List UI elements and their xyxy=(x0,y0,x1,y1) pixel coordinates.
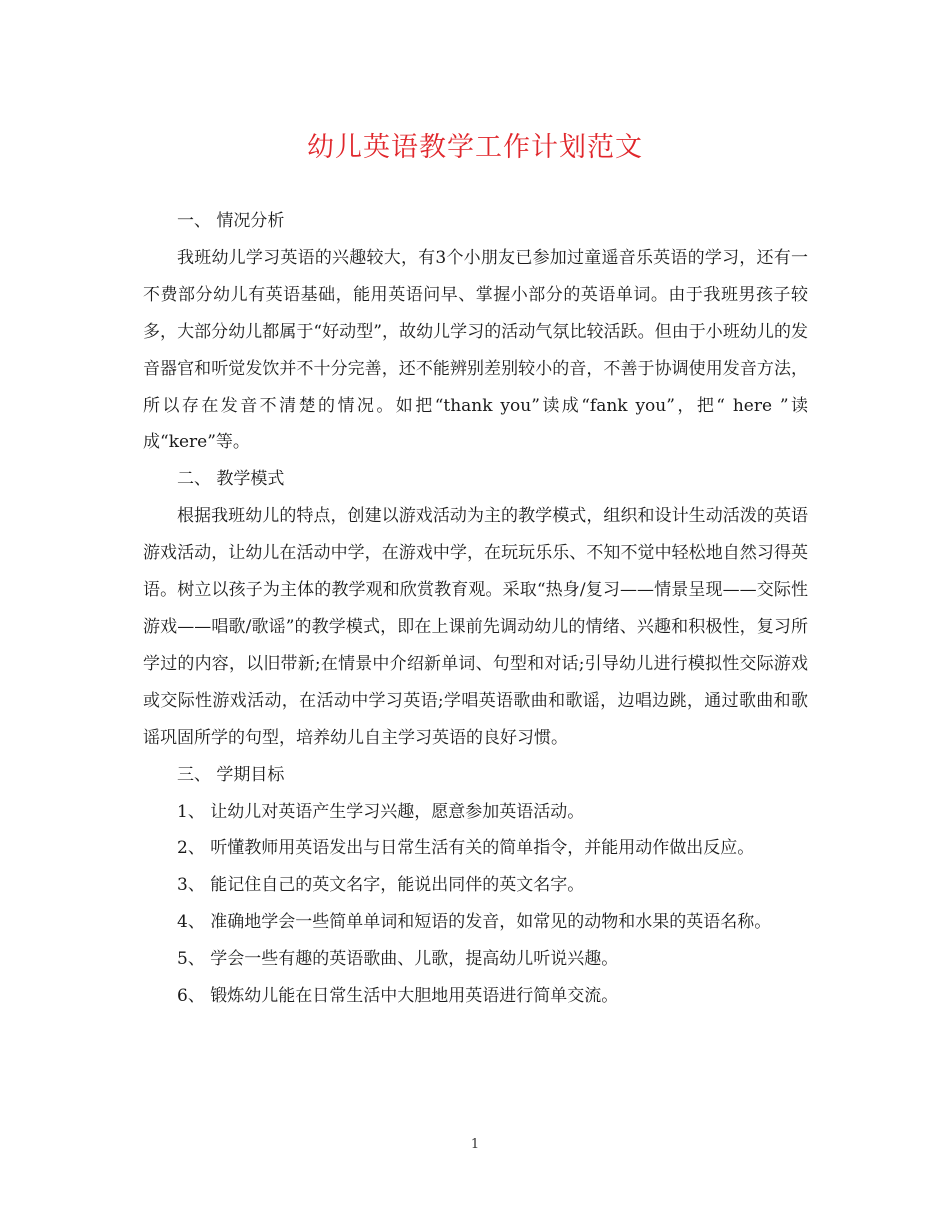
document-body xyxy=(143,203,808,1015)
goal-item: 6、 锻炼幼儿能在日常生活中大胆地用英语进行简单交流。 xyxy=(177,986,619,1007)
goal-item: 3、 能记住自己的英文名字，能说出同伴的英文名字。 xyxy=(177,875,585,896)
document-title: 幼儿英语教学工作计划范文 xyxy=(307,132,643,163)
section-heading-teaching-mode: 二、 教学模式 xyxy=(177,469,285,490)
section-heading-situation: 一、 情况分析 xyxy=(177,211,285,231)
goal-item: 2、 听懂教师用英语发出与日常生活有关的简单指令，并能用动作做出反应。 xyxy=(177,838,755,859)
goal-item: 1、 让幼儿对英语产生学习兴趣，愿意参加英语活动。 xyxy=(177,801,585,822)
section-heading-goals: 三、 学期目标 xyxy=(177,764,285,785)
goal-item: 5、 学会一些有趣的英语歌曲、儿歌，提高幼儿听说兴趣。 xyxy=(177,949,619,970)
paragraph-situation: 我班幼儿学习英语的兴趣较大，有3个小朋友已参加过童遥音乐英语的学习，还有一不费部分幼儿有英语基础，能用英语问早、掌握小部分的英语单词。由于我班男孩子较多，大部分幼儿都属于“好动型”，故幼儿学习的活动气氛比较活跃。但由于小班幼儿的发音器官和听觉发饮并不十分完善，还不能辨别差别较小的音，不善于协调使用发音方法，所以存在发音不清楚的情况。如把“thank you”读成“fank you”，把“ here ”读成“kere”等。 xyxy=(143,247,808,453)
paragraph-teaching-mode: 根据我班幼儿的特点，创建以游戏活动为主的教学模式，组织和设计生动活泼的英语游戏活动，让幼儿在活动中学，在游戏中学，在玩玩乐乐、不知不觉中轻松地自然习得英语。树立以孩子为主体的教学观和欣赏教育观。采取“热身/复习——情景呈现——交际性游戏——唱歌/歌谣”的教学模式，即在上课前先调动幼儿的情绪、兴趣和积极性，复习所学过的内容，以旧带新;在情景中介绍新单词、句型和对话;引导幼儿进行模拟性交际游戏或交际性游戏活动，在活动中学习英语;学唱英语歌曲和歌谣，边唱边跳，通过歌曲和歌谣巩固所学的句型，培养幼儿自主学习英语的良好习惯。 xyxy=(143,506,808,748)
page-number: 1 xyxy=(470,1137,480,1152)
goal-item: 4、 准确地学会一些简单单词和短语的发音，如常见的动物和水果的英语名称。 xyxy=(177,912,772,933)
